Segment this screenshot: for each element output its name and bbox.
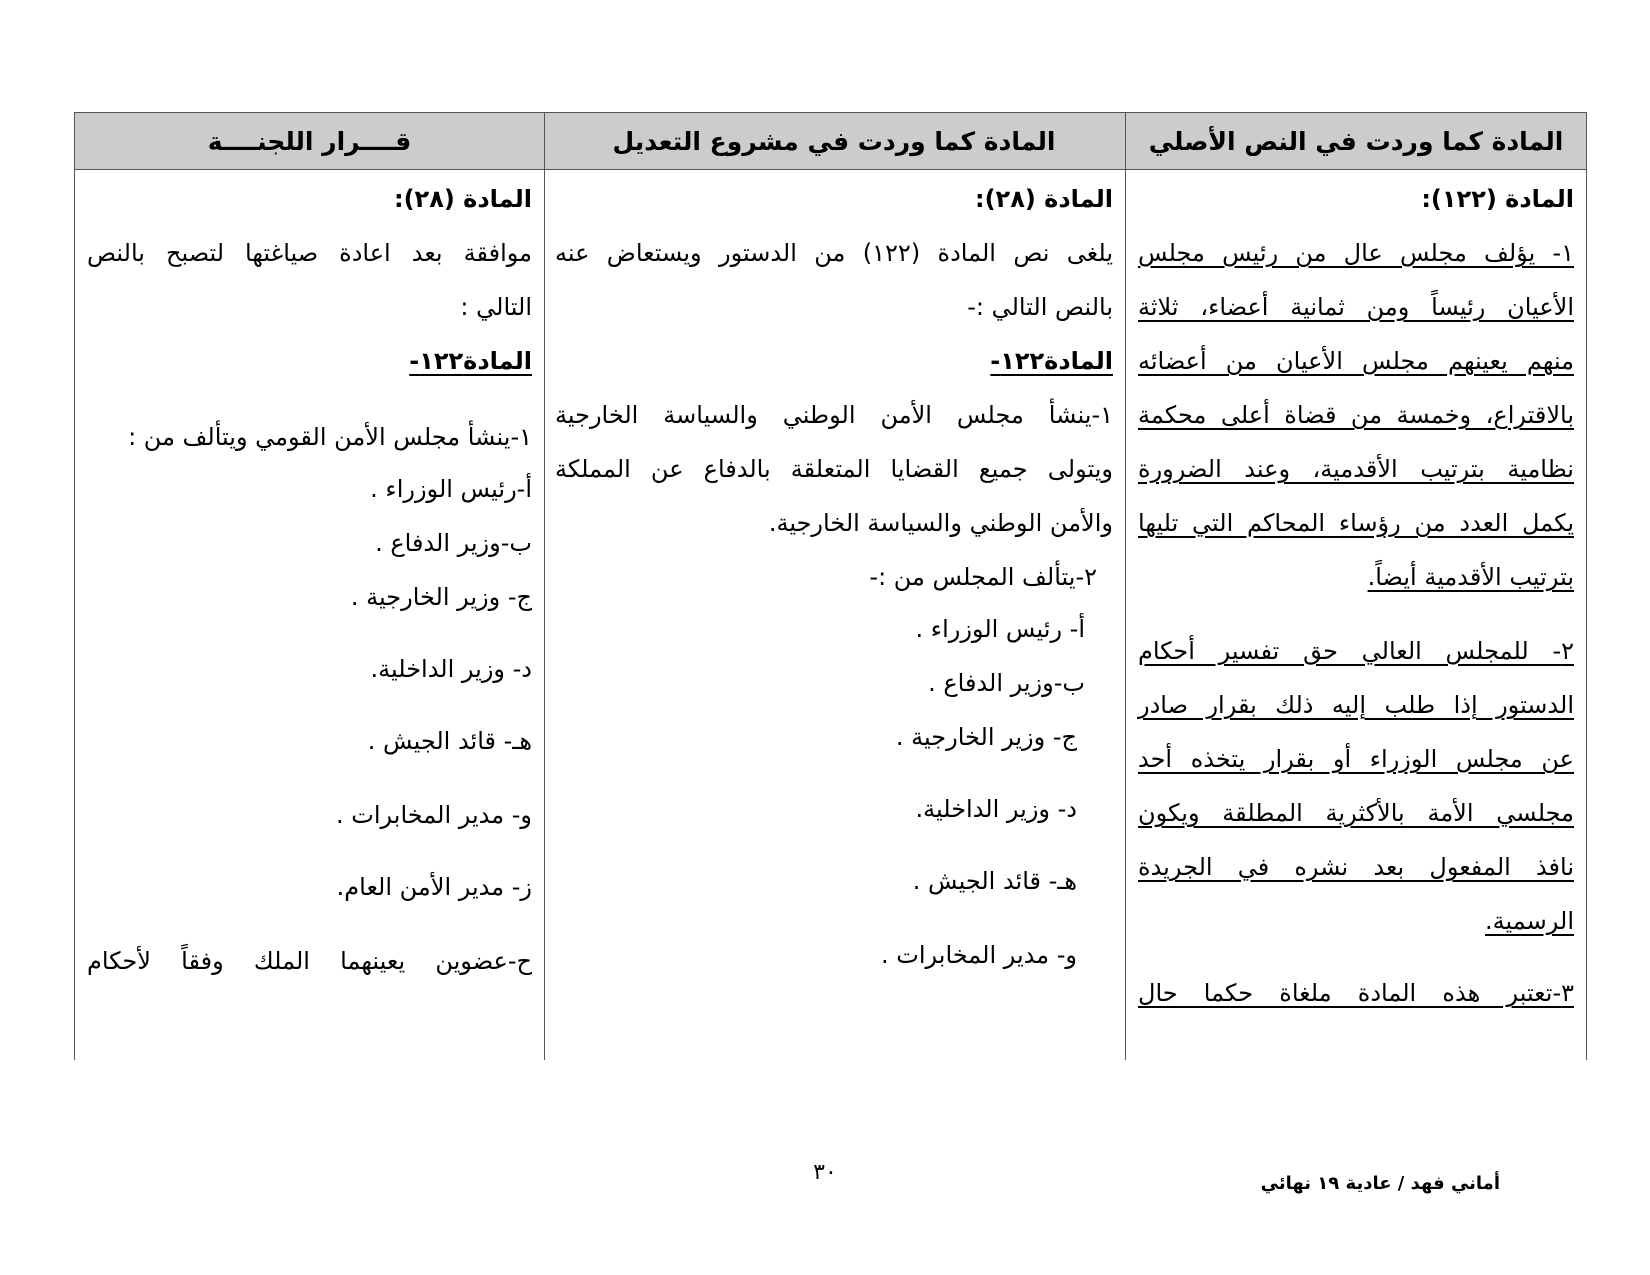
original-line: ٢- للمجلس العالي حق تفسير أحكام <box>1138 637 1574 665</box>
decision-line: موافقة بعد اعادة صياغتها لتصبح بالنص <box>87 239 532 267</box>
original-line: بالاقتراع، وخمسة من قضاة أعلى محكمة <box>1138 401 1574 429</box>
decision-header: قــــرار اللجنــــة <box>75 113 544 170</box>
original-line: منهم يعينهم مجلس الأعيان من أعضائه <box>1138 347 1574 375</box>
decision-line: التالي : <box>460 293 532 321</box>
decision-list-item: ز- مدير الأمن العام. <box>336 873 532 901</box>
amendment-line: ١-ينشأ مجلس الأمن الوطني والسياسة الخارجية <box>555 401 1113 429</box>
decision-list-item: و- مدير المخابرات . <box>336 801 532 829</box>
original-text-header: المادة كما وردت في النص الأصلي <box>1126 113 1586 170</box>
amendment-line: يلغى نص المادة (١٢٢) من الدستور ويستعاض عنه <box>555 239 1113 267</box>
amendment-list-item: هـ- قائد الجيش . <box>912 867 1077 895</box>
decision-subarticle-title: المادة١٢٢- <box>409 347 532 375</box>
original-line: الأعيان رئيساً ومن ثمانية أعضاء، ثلاثة <box>1138 293 1574 321</box>
decision-list-item: ح-عضوين يعينهما الملك وفقاً لأحكام <box>87 947 532 975</box>
amendment-line: والأمن الوطني والسياسة الخارجية. <box>768 509 1113 537</box>
original-line: ٣-تعتبر هذه المادة ملغاة حكما حال <box>1138 979 1574 1007</box>
decision-article-title: المادة (٢٨): <box>393 185 532 213</box>
decision-list-item: هـ- قائد الجيش . <box>367 727 532 755</box>
decision-line: ١-ينشأ مجلس الأمن القومي ويتألف من : <box>128 423 532 451</box>
original-line: الرسمية. <box>1485 907 1574 935</box>
amendment-line: ويتولى جميع القضايا المتعلقة بالدفاع عن المملكة <box>555 455 1113 483</box>
original-line: الدستور إذا طلب إليه ذلك بقرار صادر <box>1138 691 1574 719</box>
original-line: يكمل العدد من رؤساء المحاكم التي تليها <box>1138 509 1574 537</box>
amendment-list-item: أ- رئيس الوزراء . <box>915 615 1085 643</box>
amendment-subarticle-title: المادة١٢٢- <box>990 347 1113 375</box>
amendment-list-item: ج- وزير الخارجية . <box>895 723 1077 751</box>
original-text-column <box>1126 113 1586 1060</box>
amendments-table <box>74 112 1587 1060</box>
amendment-list-item: و- مدير المخابرات . <box>881 941 1077 969</box>
original-article-title: المادة (١٢٢): <box>1421 185 1574 213</box>
amendment-line: بالنص التالي :- <box>967 293 1113 321</box>
footer-signature: أماني فهد / عادية ١٩ نهائي <box>1260 1173 1500 1194</box>
original-line: مجلسي الأمة بالأكثرية المطلقة ويكون <box>1138 799 1574 827</box>
original-line: بترتيب الأقدمية أيضاً. <box>1367 563 1574 591</box>
amendment-header: المادة كما وردت في مشروع التعديل <box>543 113 1125 170</box>
original-line: نظامية بترتيب الأقدمية، وعند الضرورة <box>1138 455 1574 483</box>
original-line: عن مجلس الوزراء أو بقرار يتخذه أحد <box>1138 745 1574 773</box>
original-line: ١- يؤلف مجلس عال من رئيس مجلس <box>1138 239 1574 267</box>
decision-list-item: د- وزير الداخلية. <box>370 655 532 683</box>
decision-column <box>75 113 545 1060</box>
decision-list-item: ب-وزير الدفاع . <box>375 529 532 557</box>
decision-list-item: ج- وزير الخارجية . <box>350 583 532 611</box>
original-line: نافذ المفعول بعد نشره في الجريدة <box>1138 853 1574 881</box>
amendment-line: ٢-يتألف المجلس من :- <box>869 563 1097 591</box>
page-number: ٣٠ <box>813 1160 837 1185</box>
amendment-article-title: المادة (٢٨): <box>974 185 1113 213</box>
amendment-column <box>543 113 1126 1060</box>
amendment-list-item: ب-وزير الدفاع . <box>928 669 1085 697</box>
amendment-list-item: د- وزير الداخلية. <box>915 795 1077 823</box>
decision-list-item: أ-رئيس الوزراء . <box>370 475 532 503</box>
